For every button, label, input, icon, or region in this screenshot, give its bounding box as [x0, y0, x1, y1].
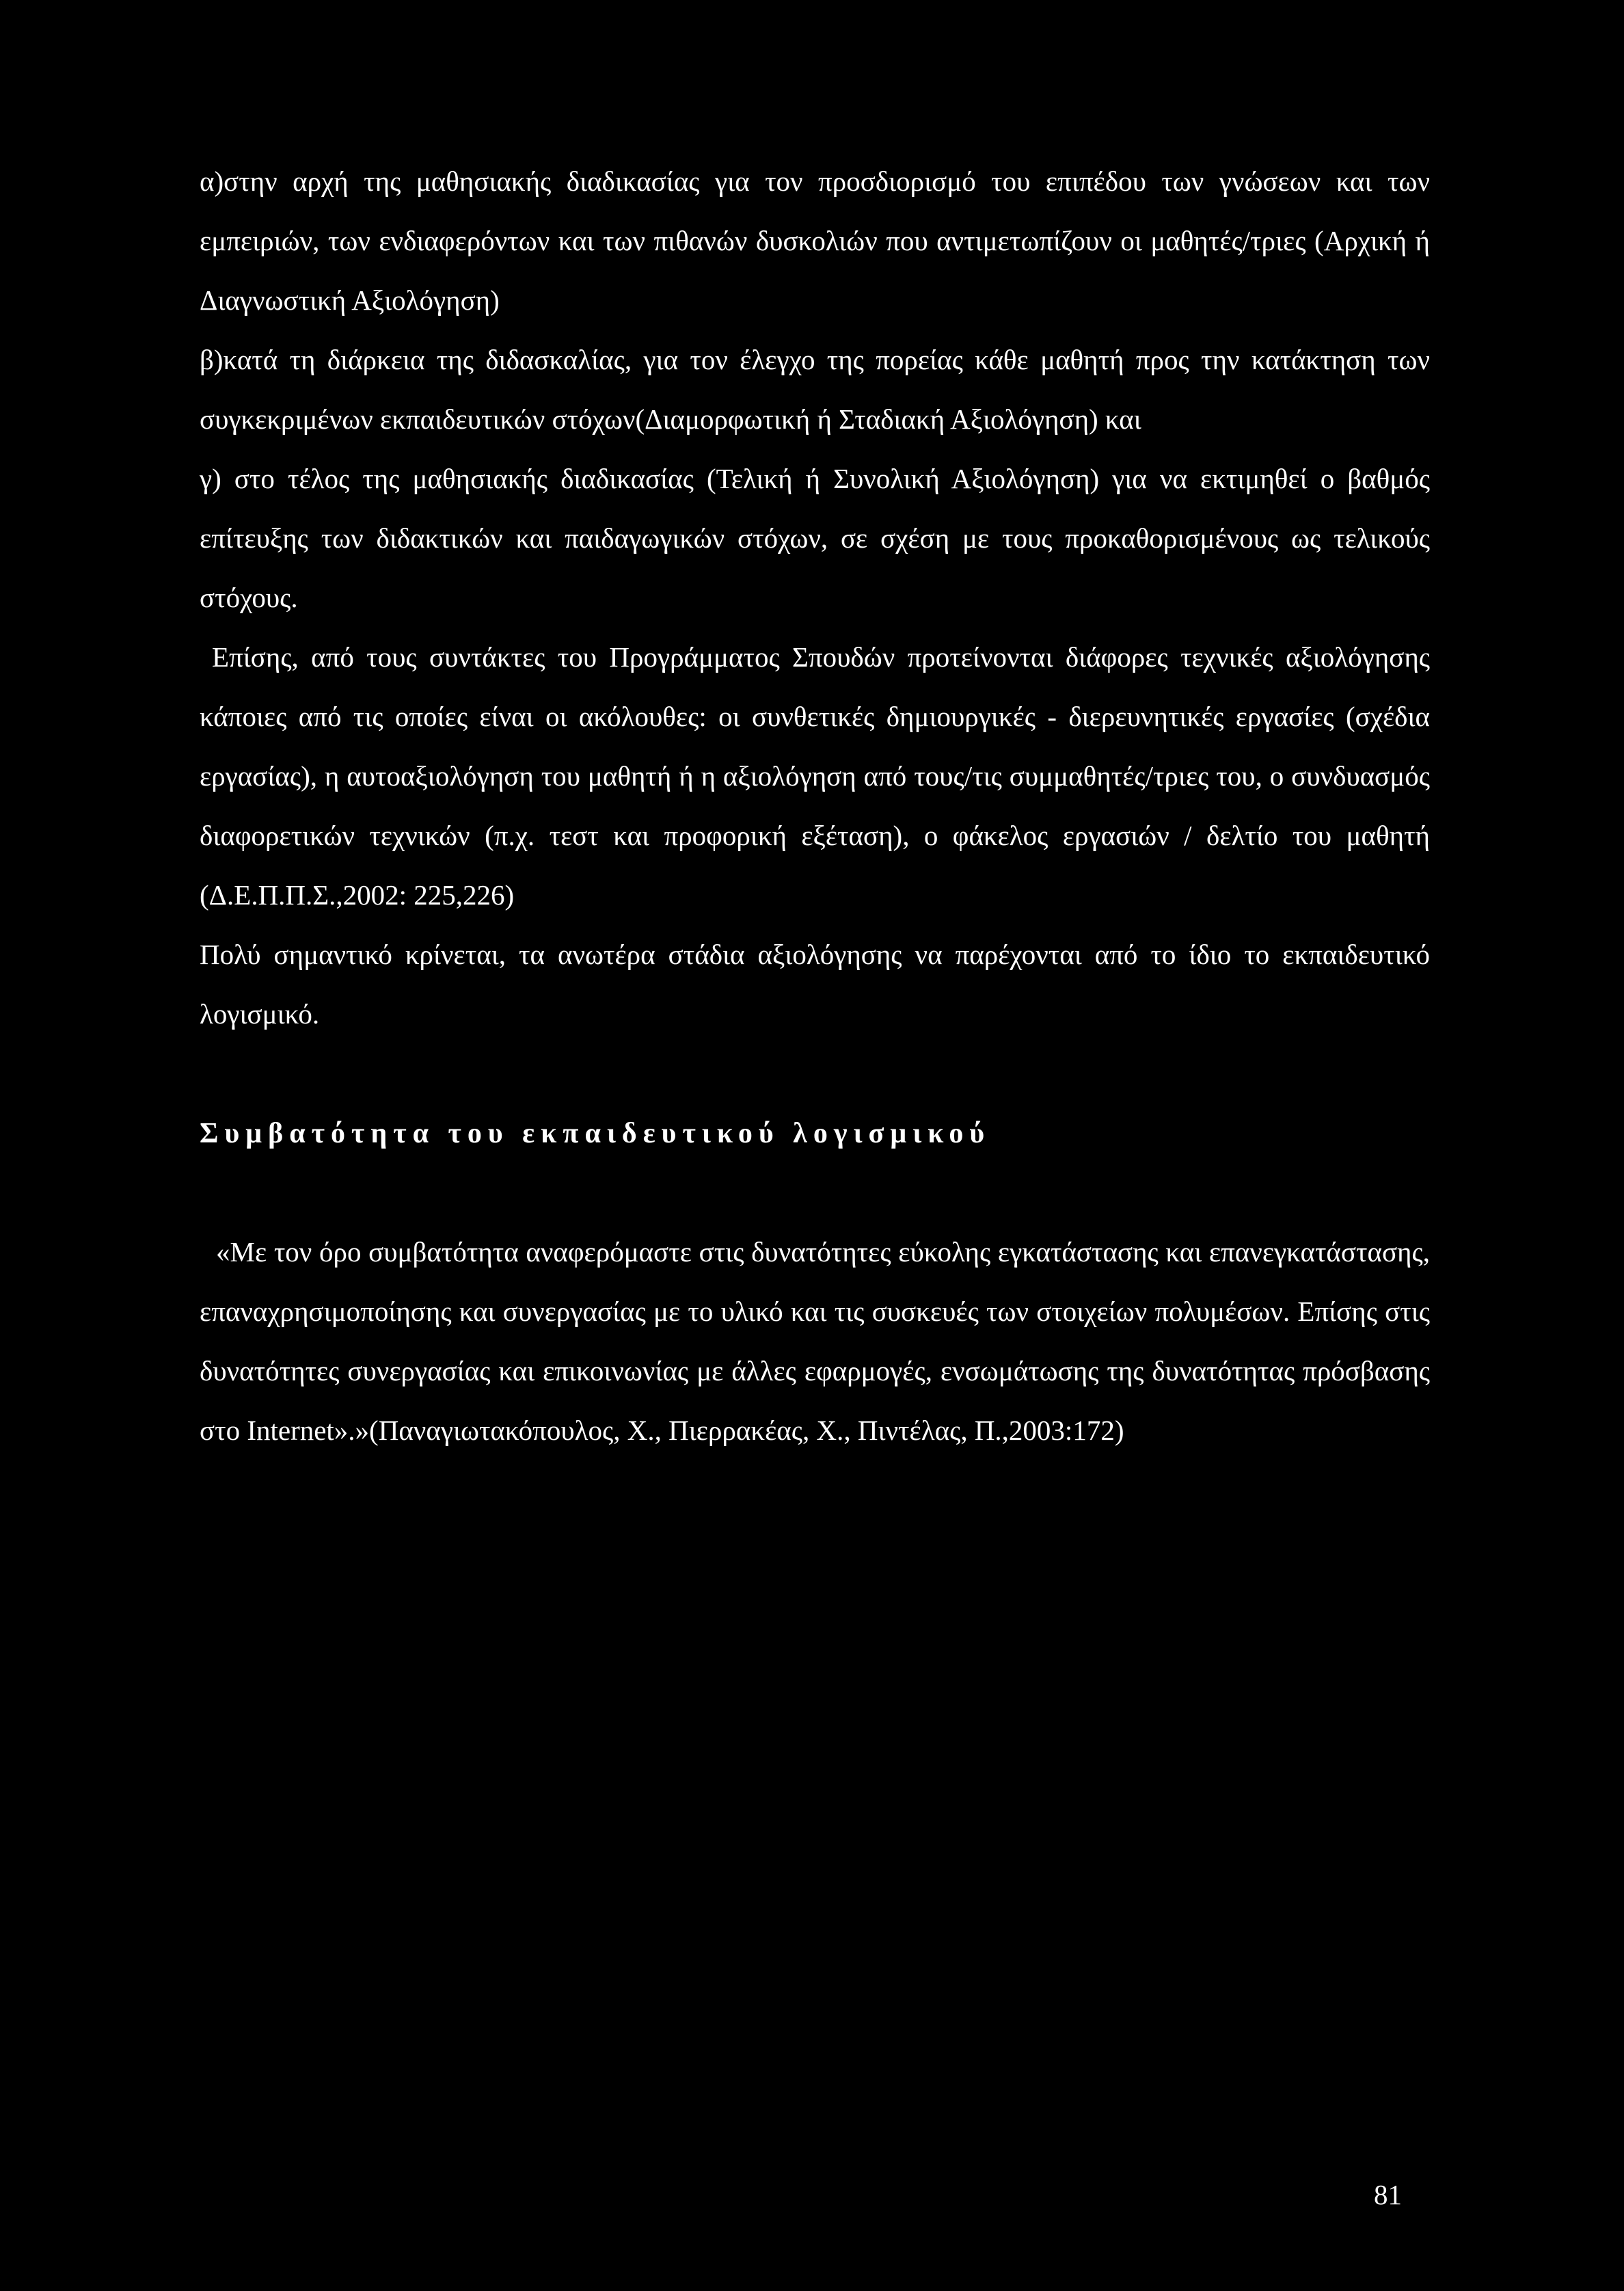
- paragraph-assessment-techniques: Επίσης, από τους συντάκτες του Προγράμματος Σπουδών προτείνονται διάφορες τεχνικές αξιολόγησης κάποιες από τις οποίες είναι οι ακόλουθες: οι συνθετικές δημιουργικές - διερευνητικές εργασίες (σχέδια εργασίας), η αυτοαξιολόγηση του μαθητή ή η αξιολόγηση από τους/τις συμμαθητές/τριες του, ο συνδυασμός διαφορετικών τεχνικών (π.χ. τεστ και προφορική εξέταση), ο φάκελος εργασιών / δελτίο του μαθητή (Δ.Ε.Π.Π.Σ.,2002: 225,226): [200, 641, 1430, 911]
- section-heading: Συμβατότητα του εκπαιδευτικού λογισμικού: [200, 1118, 991, 1149]
- list-item-gamma: γ) στο τέλος της μαθησιακής διαδικασίας (Τελική ή Συνολική Αξιολόγηση) για να εκτιμηθεί ο βαθμός επίτευξης των διδακτικών και παιδαγωγικών στόχων, σε σχέση με τους προκαθορισμένους ως τελικούς στόχους.: [200, 463, 1430, 613]
- document-body: [200, 152, 1430, 1460]
- list-item-alpha: α)στην αρχή της μαθησιακής διαδικασίας για τον προσδιορισμό του επιπέδου των γνώσεων και των εμπειριών, των ενδιαφερόντων και των πιθανών δυσκολιών που αντιμετωπίζουν οι μαθητές/τριες (Αρχική ή Διαγνωστική Αξιολόγηση): [200, 165, 1430, 316]
- list-item-beta: β)κατά τη διάρκεια της διδασκαλίας, για τον έλεγχο της πορείας κάθε μαθητή προς την κατάκτηση των συγκεκριμένων εκπαιδευτικών στόχων(Διαμορφωτική ή Σταδιακή Αξιολόγηση) και: [200, 344, 1430, 435]
- paragraph-importance: Πολύ σημαντικό κρίνεται, τα ανωτέρα στάδια αξιολόγησης να παρέχονται από το ίδιο το εκπαιδευτικό λογισμικό.: [200, 939, 1430, 1030]
- page-number: 81: [1374, 2179, 1402, 2210]
- quote-paragraph: «Με τον όρο συμβατότητα αναφερόμαστε στις δυνατότητες εύκολης εγκατάστασης και επανεγκατάστασης, επαναχρησιμοποίησης και συνεργασίας με το υλικό και τις συσκευές των στοιχείων πολυμέσων. Επίσης στις δυνατότητες συνεργασίας και επικοινωνίας με άλλες εφαρμογές, ενσωμάτωσης της δυνατότητας πρόσβασης στο Internet».»(Παναγιωτακόπουλος, Χ., Πιερρακέας, Χ., Πιντέλας, Π.,2003:172): [200, 1236, 1430, 1446]
